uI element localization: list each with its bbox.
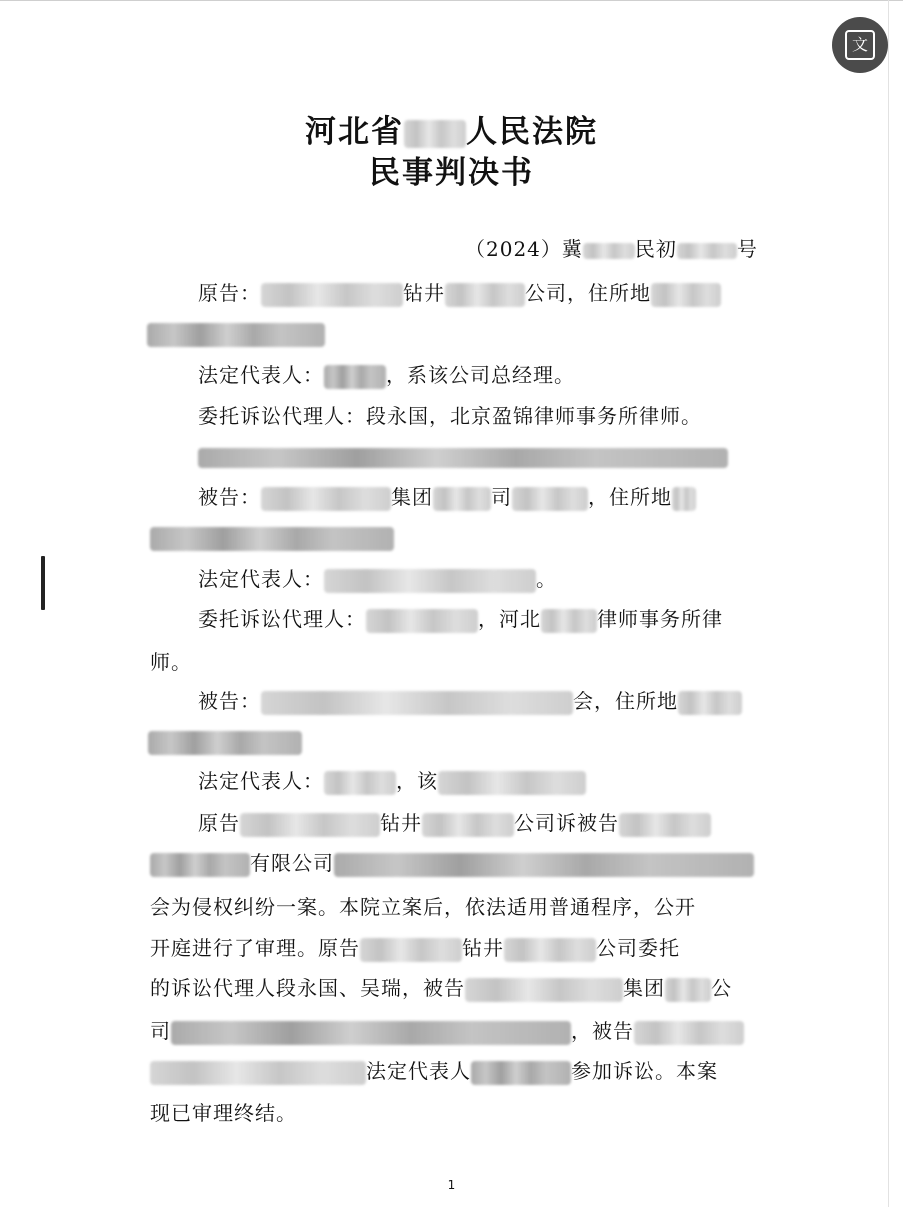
- case-number: [465, 236, 758, 262]
- redacted-block: [504, 938, 596, 962]
- redacted-block: [261, 691, 573, 715]
- redacted-block: [334, 853, 754, 877]
- text: 会，住所地: [573, 689, 678, 713]
- court-name-part1: 河北省: [305, 114, 404, 150]
- redacted-block: [404, 120, 466, 148]
- text: 。: [536, 567, 557, 591]
- court-name-part2: 人民法院: [466, 114, 598, 150]
- redacted-block: [512, 487, 588, 511]
- text: ，河北: [478, 607, 541, 631]
- translate-icon: [845, 30, 875, 60]
- agent-line: 委托诉讼代理人：段永国，北京盈锦律师事务所律师。: [198, 404, 702, 428]
- text: ，住所地: [588, 485, 672, 509]
- legal-rep-line: [198, 362, 575, 389]
- redacted-block: [619, 813, 711, 837]
- agent-line: [198, 606, 723, 633]
- redacted-block: [324, 365, 386, 389]
- case-mid: 民初: [634, 237, 677, 261]
- page-number: 1: [447, 1178, 456, 1192]
- redacted-line: [148, 728, 302, 755]
- text: 有限公司: [250, 851, 334, 875]
- redacted-block: [665, 978, 711, 1002]
- court-title: [0, 106, 903, 151]
- legal-rep-line: [198, 768, 586, 795]
- body-line: [150, 1018, 744, 1045]
- redacted-block: [678, 691, 742, 715]
- text: 法定代表人: [366, 1059, 471, 1083]
- redacted-block: [150, 853, 250, 877]
- label: 原告：: [198, 281, 261, 305]
- agent-line-wrap: 师。: [150, 650, 192, 674]
- redacted-block: [438, 771, 586, 795]
- text: 集团: [391, 485, 433, 509]
- redacted-block: [422, 813, 514, 837]
- redacted-block: [324, 771, 396, 795]
- binding-mark: [41, 556, 45, 610]
- text: 公司，住所地: [525, 281, 651, 305]
- redacted-block: [672, 487, 696, 511]
- text: ，系该公司总经理。: [386, 363, 575, 387]
- case-prefix: （2024）冀: [465, 237, 583, 261]
- redacted-block: [147, 323, 325, 347]
- legal-rep-line: [198, 566, 557, 593]
- redacted-block: [465, 978, 623, 1002]
- redacted-block: [261, 283, 403, 307]
- text: 司: [491, 485, 512, 509]
- redacted-line: [147, 320, 325, 347]
- redacted-block: [148, 731, 302, 755]
- text: 司: [150, 1019, 171, 1043]
- text: 集团: [623, 976, 665, 1000]
- redacted-block: [433, 487, 491, 511]
- text: ，该: [396, 769, 438, 793]
- body-line: [150, 850, 754, 877]
- case-suffix: 号: [736, 237, 758, 261]
- document-type: 民事判决书: [369, 155, 534, 191]
- body-line: [150, 1058, 718, 1085]
- body-line: [150, 935, 680, 962]
- redacted-block: [360, 938, 462, 962]
- translate-label: 文: [851, 35, 868, 54]
- body-line: [150, 975, 732, 1002]
- redacted-block: [150, 1061, 366, 1085]
- body-line: 现已审理终结。: [150, 1101, 297, 1125]
- body-line: [198, 810, 711, 837]
- redacted-block: [445, 283, 525, 307]
- defendant-line: [198, 688, 742, 715]
- text: ，被告: [571, 1019, 634, 1043]
- text: 钻井: [462, 936, 504, 960]
- text: 法定代表人：: [198, 769, 324, 793]
- text: 公: [711, 976, 732, 1000]
- text: 原告: [198, 811, 240, 835]
- redacted-line: [198, 443, 728, 469]
- body-line: 会为侵权纠纷一案。本院立案后，依法适用普通程序，公开: [150, 895, 696, 919]
- text: 法定代表人：: [198, 567, 324, 591]
- redacted-block: [541, 609, 597, 633]
- redacted-block: [171, 1021, 571, 1045]
- redacted-block: [634, 1021, 744, 1045]
- text: 钻井: [403, 281, 445, 305]
- text: 公司诉被告: [514, 811, 619, 835]
- text: 钻井: [380, 811, 422, 835]
- redacted-block: [150, 527, 394, 551]
- redacted-block: [471, 1061, 571, 1085]
- redacted-line: [150, 524, 394, 551]
- text: 公司委托: [596, 936, 680, 960]
- translate-button[interactable]: [832, 17, 888, 73]
- redacted-block: [677, 243, 737, 259]
- redacted-block: [651, 283, 721, 307]
- defendant-line: [198, 484, 696, 511]
- redacted-block: [198, 448, 728, 468]
- text: 参加诉讼。本案: [571, 1059, 718, 1083]
- redacted-block: [261, 487, 391, 511]
- label: 被告：: [198, 485, 261, 509]
- label: 被告：: [198, 689, 261, 713]
- text: 的诉讼代理人段永国、吴瑞，被告: [150, 976, 465, 1000]
- redacted-block: [366, 609, 478, 633]
- page-edge: [0, 0, 903, 1]
- text: 委托诉讼代理人：: [198, 607, 366, 631]
- redacted-block: [324, 569, 536, 593]
- text: 律师事务所律: [597, 607, 723, 631]
- redacted-block: [240, 813, 380, 837]
- redacted-block: [583, 243, 635, 259]
- text: 开庭进行了审理。原告: [150, 936, 360, 960]
- plaintiff-line: [198, 280, 721, 307]
- text: 法定代表人：: [198, 363, 324, 387]
